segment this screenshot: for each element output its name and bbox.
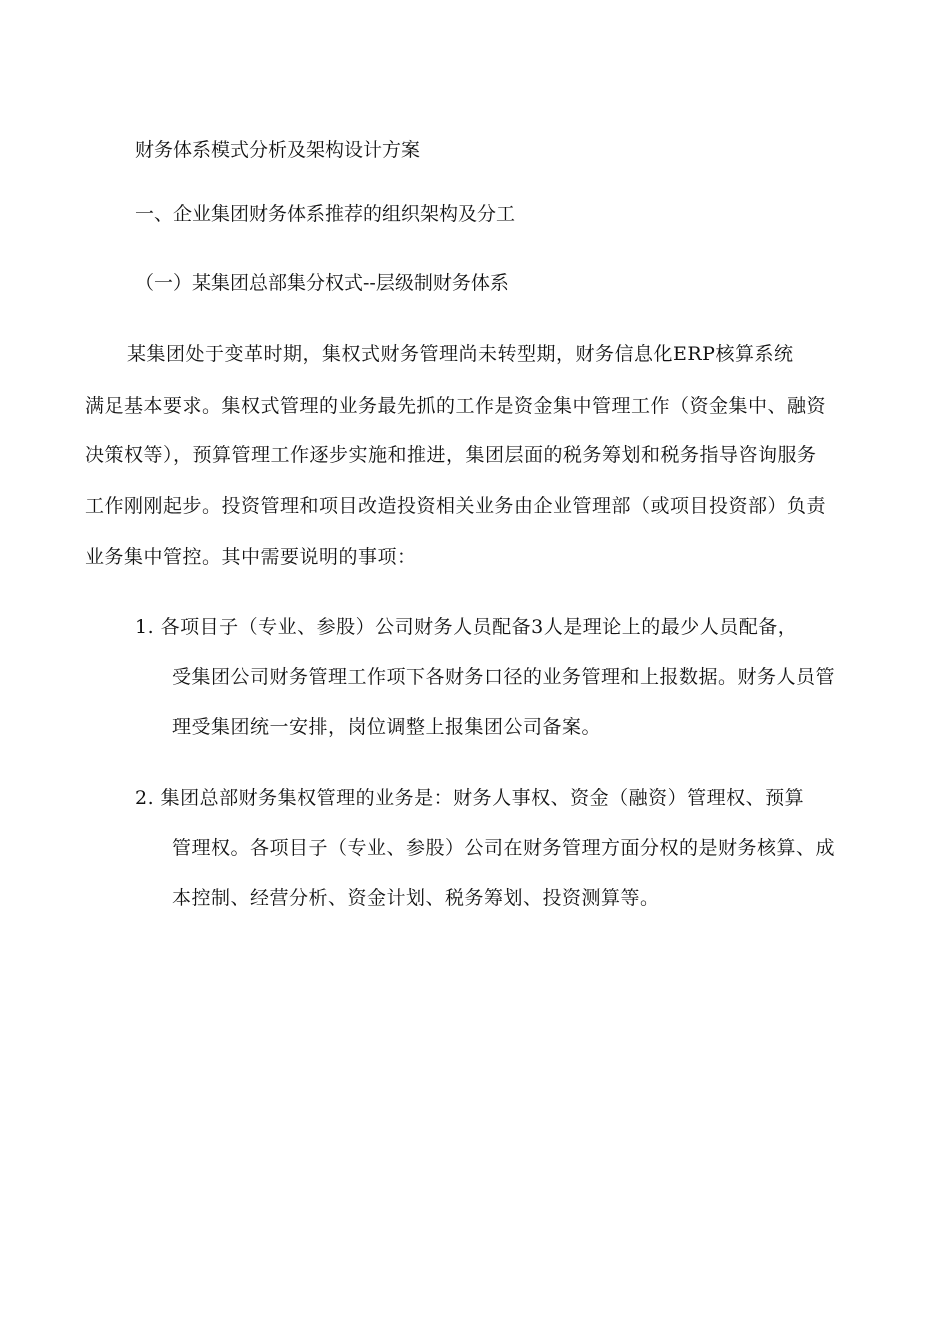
list-item-line: 管理权。各项目子（专业、参股）公司在财务管理方面分权的是财务核算、成 [172,837,836,859]
list-item-line: 理受集团统一安排，岗位调整上报集团公司备案。 [172,716,602,738]
document-title: 财务体系模式分析及架构设计方案 [135,139,421,161]
list-item-line: 2. 集团总部财务集权管理的业务是：财务人事权、资金（融资）管理权、预算 [135,787,805,809]
paragraph-line: 决策权等），预算管理工作逐步实施和推进，集团层面的税务筹划和税务指导咨询服务 [85,444,817,466]
paragraph-line: 某集团处于变革时期，集权式财务管理尚未转型期，财务信息化ERP核算系统 [127,343,794,365]
section-heading: 一、企业集团财务体系推荐的组织架构及分工 [135,203,516,225]
subsection-heading: （一）某集团总部集分权式--层级制财务体系 [135,272,509,294]
paragraph-line: 业务集中管控。其中需要说明的事项： [85,546,417,568]
paragraph-line: 满足基本要求。集权式管理的业务最先抓的工作是资金集中管理工作（资金集中、融资 [85,395,827,417]
list-item-line: 受集团公司财务管理工作项下各财务口径的业务管理和上报数据。财务人员管 [172,666,836,688]
list-item-line: 本控制、经营分析、资金计划、税务筹划、投资测算等。 [172,887,660,909]
paragraph-line: 工作刚刚起步。投资管理和项目改造投资相关业务由企业管理部（或项目投资部）负责 [85,495,827,517]
list-item-line: 1. 各项目子（专业、参股）公司财务人员配备3人是理论上的最少人员配备， [135,616,798,638]
